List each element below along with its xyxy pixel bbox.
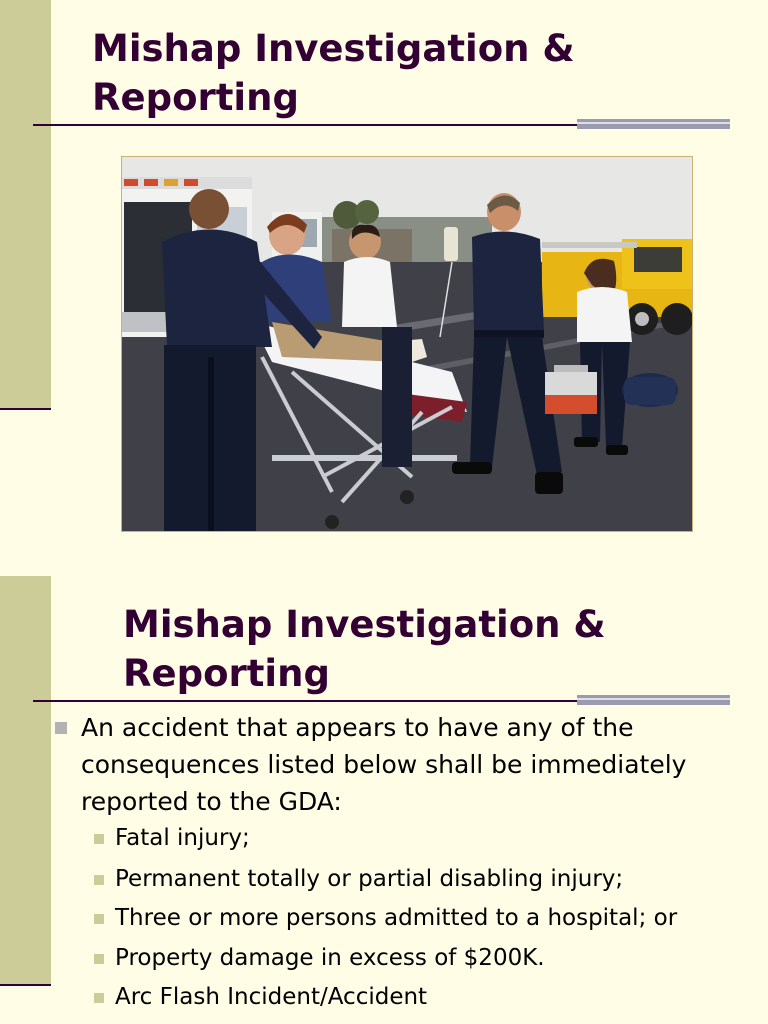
slide-2 [0, 576, 768, 1024]
square-bullet-icon [94, 993, 104, 1003]
sub-bullet-text: Fatal injury; [115, 825, 250, 851]
sub-bullet [115, 903, 735, 933]
paramedics-photo [121, 156, 693, 532]
sub-bullet-text: Permanent totally or partial disabling injury; [115, 866, 624, 892]
sub-bullet-text: Arc Flash Incident/Accident [115, 984, 428, 1010]
sub-bullet [115, 982, 735, 1012]
sub-bullet [115, 864, 735, 894]
side-accent-tick [0, 984, 51, 986]
paramedics-illustration [122, 157, 692, 531]
intro-bullet-text: An accident that appears to have any of the consequences listed below shall be immediately reported to the GDA: [81, 713, 687, 816]
sub-bullet-text: Three or more persons admitted to a hospital; or [115, 905, 678, 931]
square-bullet-icon [55, 722, 67, 734]
title-line-1: Mishap Investigation & [92, 27, 575, 70]
title-line-1: Mishap Investigation & [123, 603, 606, 646]
sub-bullet [115, 823, 735, 853]
side-accent-bar [0, 576, 51, 984]
square-bullet-icon [94, 954, 104, 964]
sub-bullet-text: Property damage in excess of $200K. [115, 945, 545, 971]
title-rule-accent [577, 695, 730, 705]
title-line-2: Reporting [92, 76, 299, 119]
square-bullet-icon [94, 875, 104, 885]
title-line-2: Reporting [123, 652, 330, 695]
slide-title [123, 600, 606, 698]
intro-bullet [81, 709, 731, 820]
sub-bullet [115, 943, 735, 973]
title-rule-accent [577, 119, 730, 129]
square-bullet-icon [94, 834, 104, 844]
square-bullet-icon [94, 914, 104, 924]
slide-title [92, 24, 575, 122]
side-accent-bar [0, 0, 51, 408]
side-accent-tick [0, 408, 51, 410]
